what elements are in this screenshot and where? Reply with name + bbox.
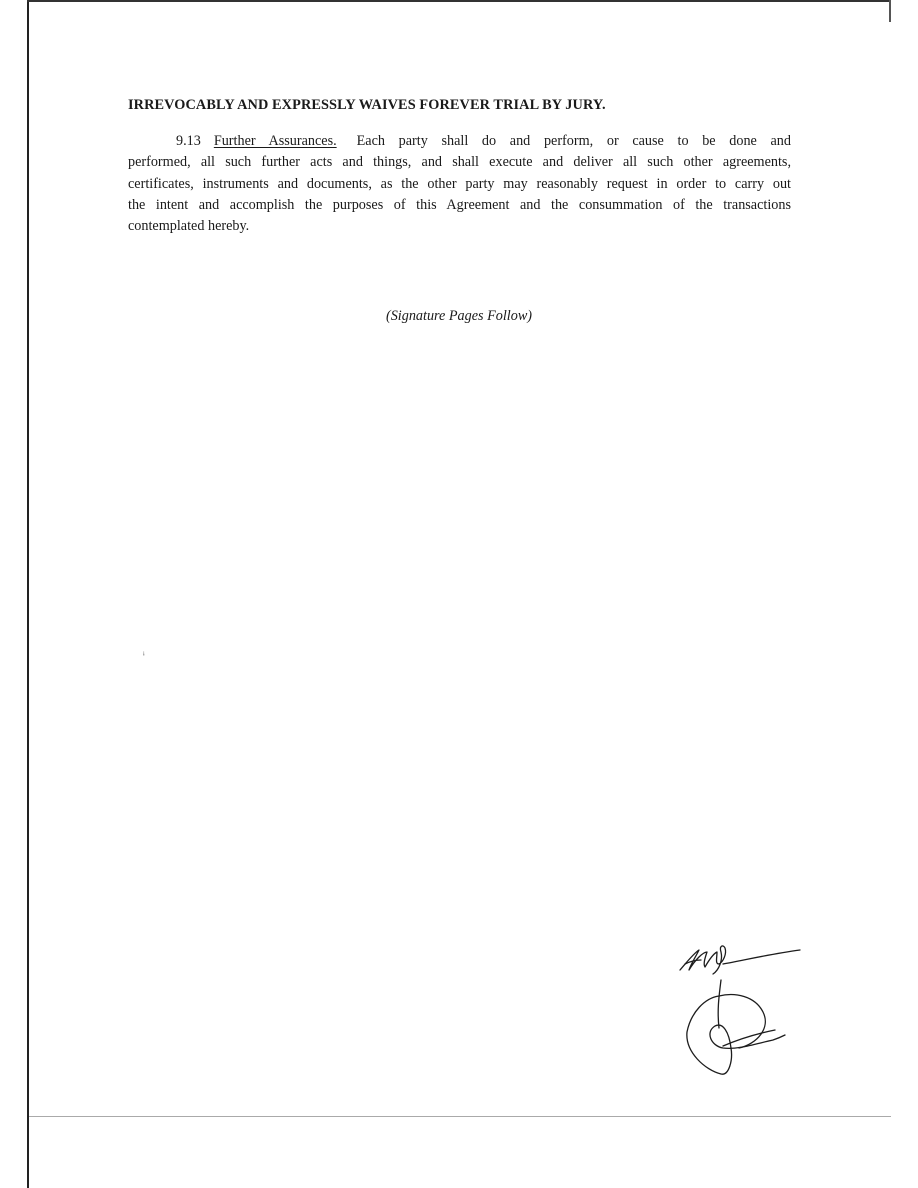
handwritten-initials-signature (675, 940, 810, 1080)
paragraph-line: certificates, instruments and documents, as the other party may reasonably request in order to carry out (128, 175, 791, 192)
scan-right-edge (889, 0, 891, 22)
section-number: 9.13 (176, 133, 201, 149)
scan-speck: ᶤ (143, 650, 145, 661)
scan-top-edge (27, 0, 891, 2)
signature-pages-note: (Signature Pages Follow) (385, 308, 533, 324)
section-title: Further Assurances. (213, 133, 337, 149)
waiver-heading: IRREVOCABLY AND EXPRESSLY WAIVES FOREVER TRIAL BY JURY. (128, 97, 606, 113)
paragraph-line: contemplated hereby. (128, 218, 250, 235)
scan-left-edge (27, 0, 29, 1188)
paragraph-line: performed, all such further acts and things, and shall execute and deliver all such other agreements, (128, 154, 791, 171)
scan-bottom-line (29, 1116, 891, 1117)
section-9-13-paragraph (128, 131, 791, 237)
paragraph-text: Each party shall do and perform, or cause to be done and (356, 133, 791, 149)
paragraph-line: the intent and accomplish the purposes of this Agreement and the consummation of the transactions (128, 196, 791, 213)
paragraph-line (128, 131, 791, 152)
